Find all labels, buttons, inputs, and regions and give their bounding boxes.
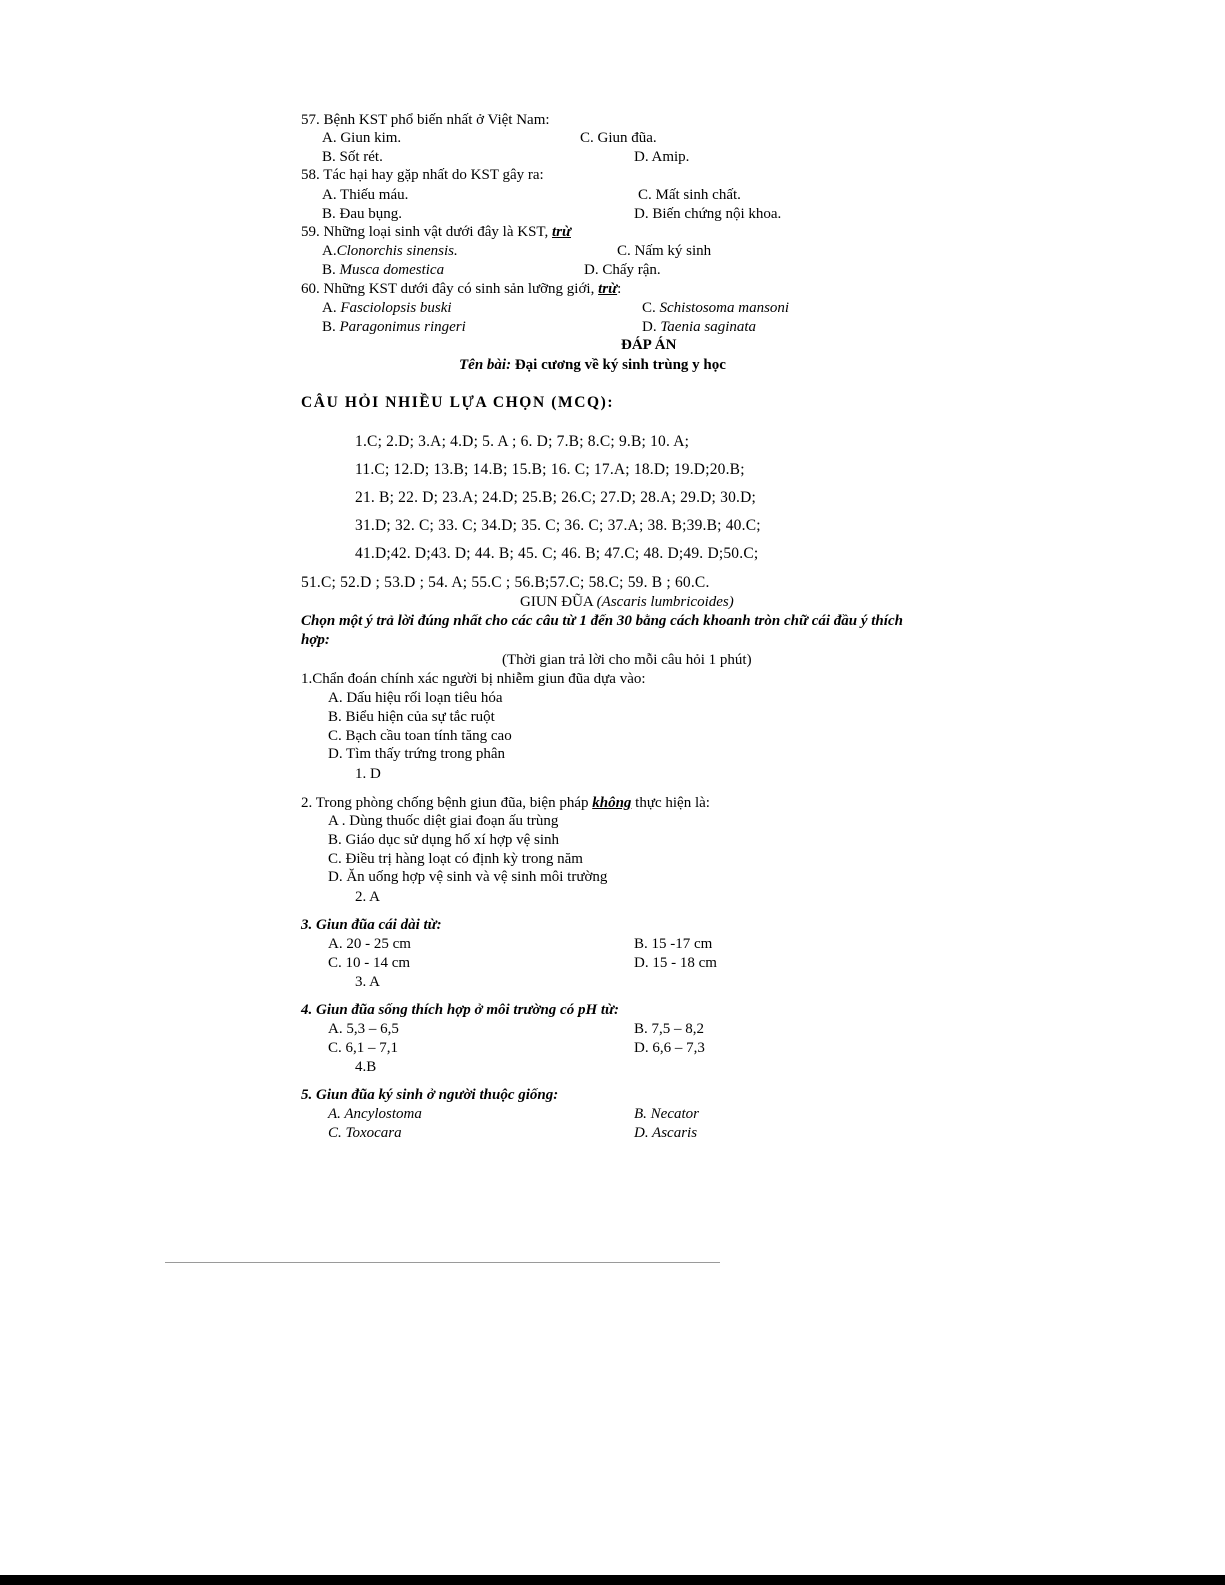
question-59-option-a-term: Clonorchis sinensis. xyxy=(336,243,458,259)
question-58-option-d: D. Biến chứng nội khoa. xyxy=(634,206,782,222)
question-59-stem-line xyxy=(301,223,571,241)
question-60-option-b xyxy=(322,318,466,336)
question-60-option-d-prefix: D. xyxy=(642,319,657,335)
gq4-stem: 4. Giun đũa sống thích hợp ở môi trường có pH từ: xyxy=(301,1002,620,1018)
giun-dua-latin: (Ascaris lumbricoides) xyxy=(596,594,734,610)
gq5-option-b: B. Necator xyxy=(634,1106,699,1122)
gq2-stem-pre: 2. Trong phòng chống bệnh giun đũa, biện pháp xyxy=(301,795,589,811)
question-59-option-d: D. Chấy rận. xyxy=(584,262,661,278)
giun-dua-title-line xyxy=(520,593,734,611)
question-60-option-a-term: Fasciolopsis buski xyxy=(340,300,452,316)
question-60-option-b-prefix: B. xyxy=(322,319,336,335)
answer-key-row-3: 21. B; 22. D; 23.A; 24.D; 25.B; 26.C; 27.D; 28.A; 29.D; 30.D; xyxy=(355,489,757,506)
question-60-option-d-term: Taenia saginata xyxy=(660,319,757,335)
question-59-option-a xyxy=(322,242,458,260)
question-59-option-c: C. Nấm ký sinh xyxy=(617,243,712,259)
question-60-option-a xyxy=(322,299,452,317)
question-60-option-c xyxy=(642,299,789,317)
footer-divider xyxy=(165,1262,720,1263)
question-60-stem: 60. Những KST dưới đây có sinh sản lưỡng giới, xyxy=(301,281,595,297)
question-58-option-a: A. Thiếu máu. xyxy=(322,187,409,203)
question-57-option-d: D. Amip. xyxy=(634,149,690,165)
gq2-answer: 2. A xyxy=(355,889,381,905)
question-60-stem-line: 60. Những KST dưới đây có sinh sản lưỡng giới, trừ: xyxy=(301,281,622,297)
question-57-stem: 57. Bệnh KST phổ biến nhất ở Việt Nam: xyxy=(301,112,550,128)
giun-dua-title: GIUN ĐŨA xyxy=(520,594,593,610)
gq1-answer: 1. D xyxy=(355,766,381,782)
question-59-option-b xyxy=(322,261,444,279)
gq4-answer: 4.B xyxy=(355,1059,377,1075)
question-59-stem: 59. Những loại sinh vật dưới đây là KST, xyxy=(301,224,549,240)
bottom-border xyxy=(0,1575,1225,1585)
question-57-option-c: C. Giun đũa. xyxy=(580,130,657,146)
gq5-option-c: C. Toxocara xyxy=(328,1125,402,1141)
gq3-stem: 3. Giun đũa cái dài từ: xyxy=(301,917,442,933)
lesson-title: Đại cương về ký sinh trùng y học xyxy=(514,357,726,373)
answer-key-row-6: 51.C; 52.D ; 53.D ; 54. A; 55.C ; 56.B;57.C; 58.C; 59. B ; 60.C. xyxy=(301,574,710,591)
gq2-stem-line xyxy=(301,794,710,812)
question-60-emphasis: trừ xyxy=(598,281,618,297)
gq1-stem: 1.Chẩn đoán chính xác người bị nhiễm giun đũa dựa vào: xyxy=(301,671,646,687)
question-57-option-a: A. Giun kim. xyxy=(322,130,402,146)
question-59-emphasis: trừ xyxy=(551,224,571,240)
gq2-option-d: D. Ăn uống hợp vệ sinh và vệ sinh môi trường xyxy=(328,869,608,885)
instruction-line-1: Chọn một ý trả lời đúng nhất cho các câu từ 1 đến 30 bằng cách khoanh tròn chữ cái đầu ý thích xyxy=(301,613,903,629)
answer-key-row-4: 31.D; 32. C; 33. C; 34.D; 35. C; 36. C; 37.A; 38. B;39.B; 40.C; xyxy=(355,517,761,534)
time-note: (Thời gian trả lời cho mỗi câu hỏi 1 phút) xyxy=(502,652,752,668)
question-58-option-c: C. Mất sinh chất. xyxy=(638,187,741,203)
gq2-option-c: C. Điều trị hàng loạt có định kỳ trong năm xyxy=(328,851,583,867)
gq1-option-a: A. Dấu hiệu rối loạn tiêu hóa xyxy=(328,690,503,706)
lesson-label: Tên bài: xyxy=(459,357,512,373)
instruction-line-2: hợp: xyxy=(301,632,330,648)
gq5-option-d: D. Ascaris xyxy=(634,1125,698,1141)
question-60-option-c-term: Schistosoma mansoni xyxy=(659,300,790,316)
gq4-option-b: B. 7,5 – 8,2 xyxy=(634,1021,705,1037)
question-59-option-b-prefix: B. xyxy=(322,262,336,278)
answers-title: ĐÁP ÁN xyxy=(621,337,677,353)
gq2-option-b: B. Giáo dục sử dụng hố xí hợp vệ sinh xyxy=(328,832,560,848)
question-59-option-a-prefix: A. xyxy=(322,243,337,259)
question-59-option-b-term: Musca domestica xyxy=(339,262,445,278)
answer-key-row-1: 1.C; 2.D; 3.A; 4.D; 5. A ; 6. D; 7.B; 8.C; 9.B; 10. A; xyxy=(355,433,690,450)
question-58-stem: 58. Tác hại hay gặp nhất do KST gây ra: xyxy=(301,167,544,183)
gq4-option-a: A. 5,3 – 6,5 xyxy=(328,1021,399,1037)
answer-key-row-2: 11.C; 12.D; 13.B; 14.B; 15.B; 16. C; 17.A; 18.D; 19.D;20.B; xyxy=(355,461,745,478)
question-60-option-b-term: Paragonimus ringeri xyxy=(339,319,466,335)
gq3-answer: 3. A xyxy=(355,974,381,990)
answer-key-row-5: 41.D;42. D;43. D; 44. B; 45. C; 46. B; 47.C; 48. D;49. D;50.C; xyxy=(355,545,759,562)
gq3-option-b: B. 15 -17 cm xyxy=(634,936,713,952)
gq4-option-d: D. 6,6 – 7,3 xyxy=(634,1040,705,1056)
gq1-option-c: C. Bạch cầu toan tính tăng cao xyxy=(328,728,512,744)
question-60-option-c-prefix: C. xyxy=(642,300,656,316)
gq3-option-c: C. 10 - 14 cm xyxy=(328,955,411,971)
gq2-emphasis: không xyxy=(592,795,632,811)
lesson-title-line xyxy=(459,356,726,374)
gq3-option-d: D. 15 - 18 cm xyxy=(634,955,717,971)
gq3-option-a: A. 20 - 25 cm xyxy=(328,936,411,952)
gq2-option-a: A . Dùng thuốc diệt giai đoạn ấu trùng xyxy=(328,813,559,829)
question-60-option-a-prefix: A. xyxy=(322,300,337,316)
gq5-option-a: A. Ancylostoma xyxy=(328,1106,422,1122)
question-57-option-b: B. Sốt rét. xyxy=(322,149,383,165)
question-60-option-d xyxy=(642,318,756,336)
gq4-option-c: C. 6,1 – 7,1 xyxy=(328,1040,399,1056)
gq1-option-b: B. Biểu hiện của sự tắc ruột xyxy=(328,709,495,725)
question-58-option-b: B. Đau bụng. xyxy=(322,206,402,222)
gq2-stem-post: thực hiện là: xyxy=(635,795,710,811)
gq1-option-d: D. Tìm thấy trứng trong phân xyxy=(328,746,505,762)
mcq-heading: CÂU HỎI NHIỀU LỰA CHỌN (MCQ): xyxy=(301,394,615,411)
gq5-stem: 5. Giun đũa ký sinh ở người thuộc giống: xyxy=(301,1087,559,1103)
